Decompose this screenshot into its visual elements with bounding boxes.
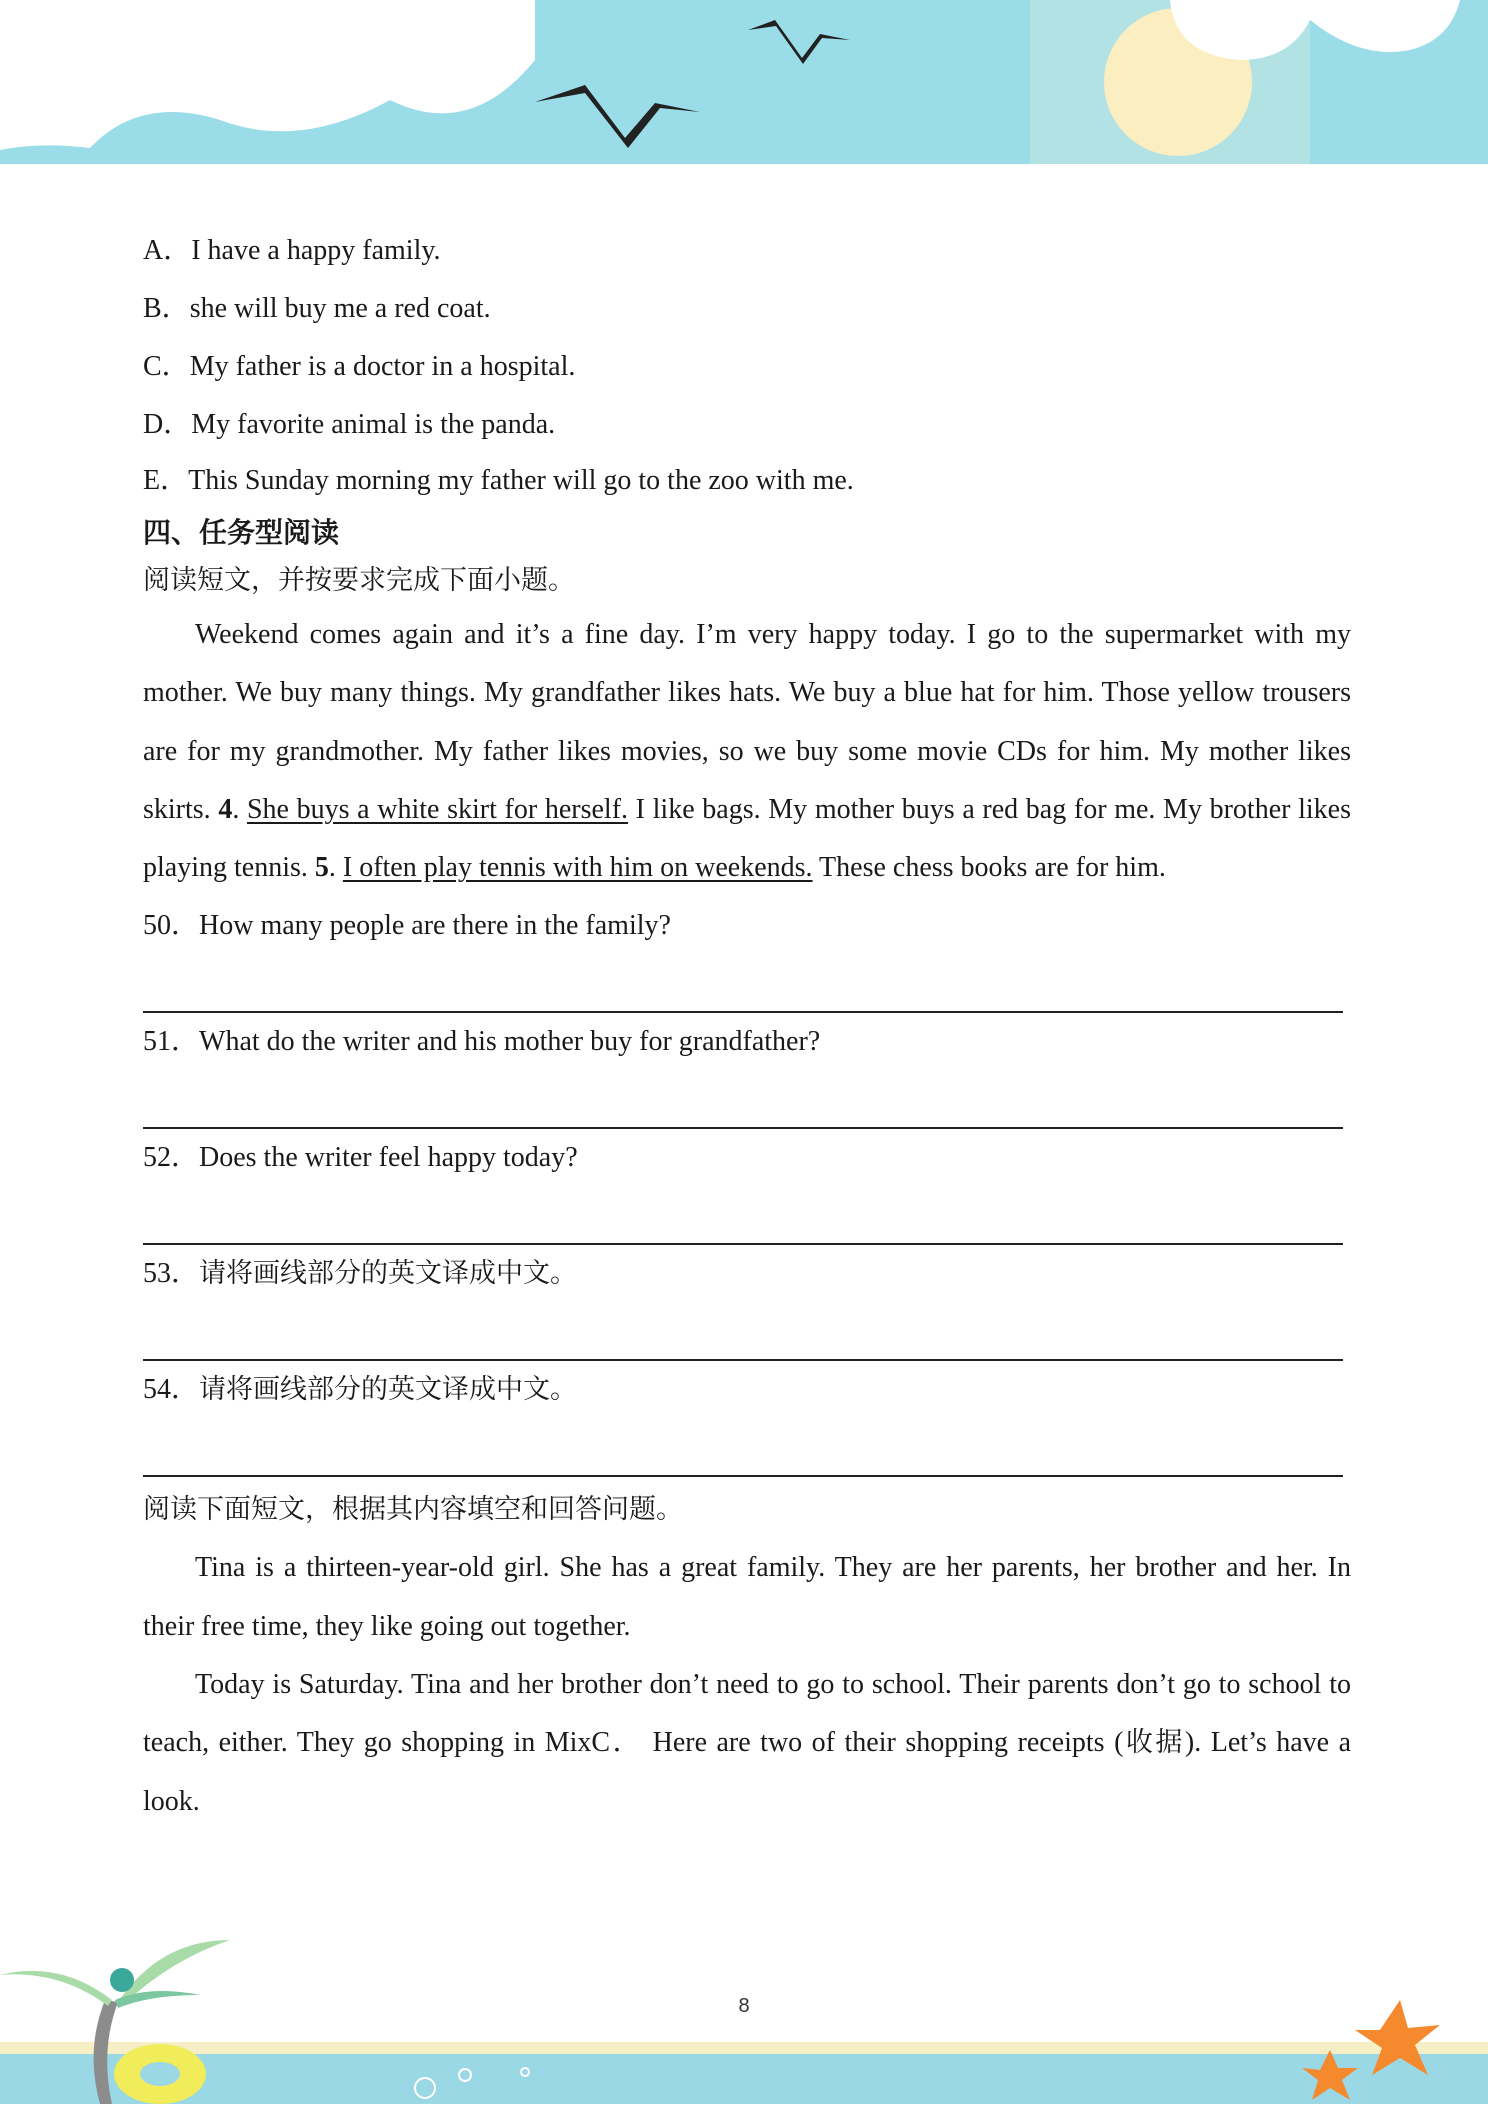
tina-paragraph-1: Tina is a thirteen-year-old girl. She has a great family. They are her parents, her brother and her. In their free time, they like going out together. xyxy=(143,1552,1351,1642)
swim-ring-icon xyxy=(114,2044,206,2104)
option-b: B．she will buy me a red coat. xyxy=(143,293,491,324)
underlined-sentence-5: I often play tennis with him on weekends. xyxy=(342,852,813,884)
answer-line-51[interactable] xyxy=(143,1071,1343,1129)
option-c: C．My father is a doctor in a hospital. xyxy=(143,351,576,382)
answer-line-53[interactable] xyxy=(143,1303,1343,1361)
reading-passage: Weekend comes again and it’s a fine day. I’m very happy today. I go to the supermarket with my mother. We buy many things. My grandfather likes hats. We buy a blue hat for him. Those yellow trousers are for my grandmother. My father likes movies, so we buy some movie CDs for him. My mother likes skirts. 4. She buys a white skirt for herself. I like bags. My mother buys a red bag for me. My brother likes playing tennis. 5. I often play tennis with him on weekends. These chess books are for him. xyxy=(143,619,1351,884)
option-a: A．I have a happy family. xyxy=(143,235,441,266)
section4-instruction: 阅读短文，并按要求完成下面小题。 xyxy=(143,565,575,596)
document-body xyxy=(143,222,1351,1831)
underlined-sentence-4: She buys a white skirt for herself. xyxy=(246,793,629,825)
header-sky-banner xyxy=(0,0,1488,170)
option-d: D．My favorite animal is the panda. xyxy=(143,409,556,440)
question-50: 50．How many people are there in the family? xyxy=(143,897,1351,1013)
tina-paragraph-2: Today is Saturday. Tina and her brother don’t need to go to school. Their parents don’t go to school to teach, either. They go shopping in MixC． Here are two of their shopping receipts (收据). Let’s have a look. xyxy=(143,1669,1352,1817)
answer-line-54[interactable] xyxy=(143,1419,1343,1477)
answer-line-52[interactable] xyxy=(143,1187,1343,1245)
question-54: 54．请将画线部分的英文译成中文。 xyxy=(143,1361,1351,1477)
option-e: E．This Sunday morning my father will go to the zoo with me. xyxy=(143,465,854,496)
page-number: 8 xyxy=(738,1995,750,2017)
footer-beach-banner xyxy=(0,1900,1488,2104)
options-list xyxy=(143,222,1351,508)
question-52: 52．Does the writer feel happy today? xyxy=(143,1129,1351,1245)
answer-line-50[interactable] xyxy=(143,955,1343,1013)
section4-heading: 四、任务型阅读 xyxy=(143,516,340,549)
question-53: 53．请将画线部分的英文译成中文。 xyxy=(143,1245,1351,1361)
section5-instruction: 阅读下面短文，根据其内容填空和回答问题。 xyxy=(143,1494,683,1526)
question-51: 51．What do the writer and his mother buy for grandfather? xyxy=(143,1013,1351,1129)
